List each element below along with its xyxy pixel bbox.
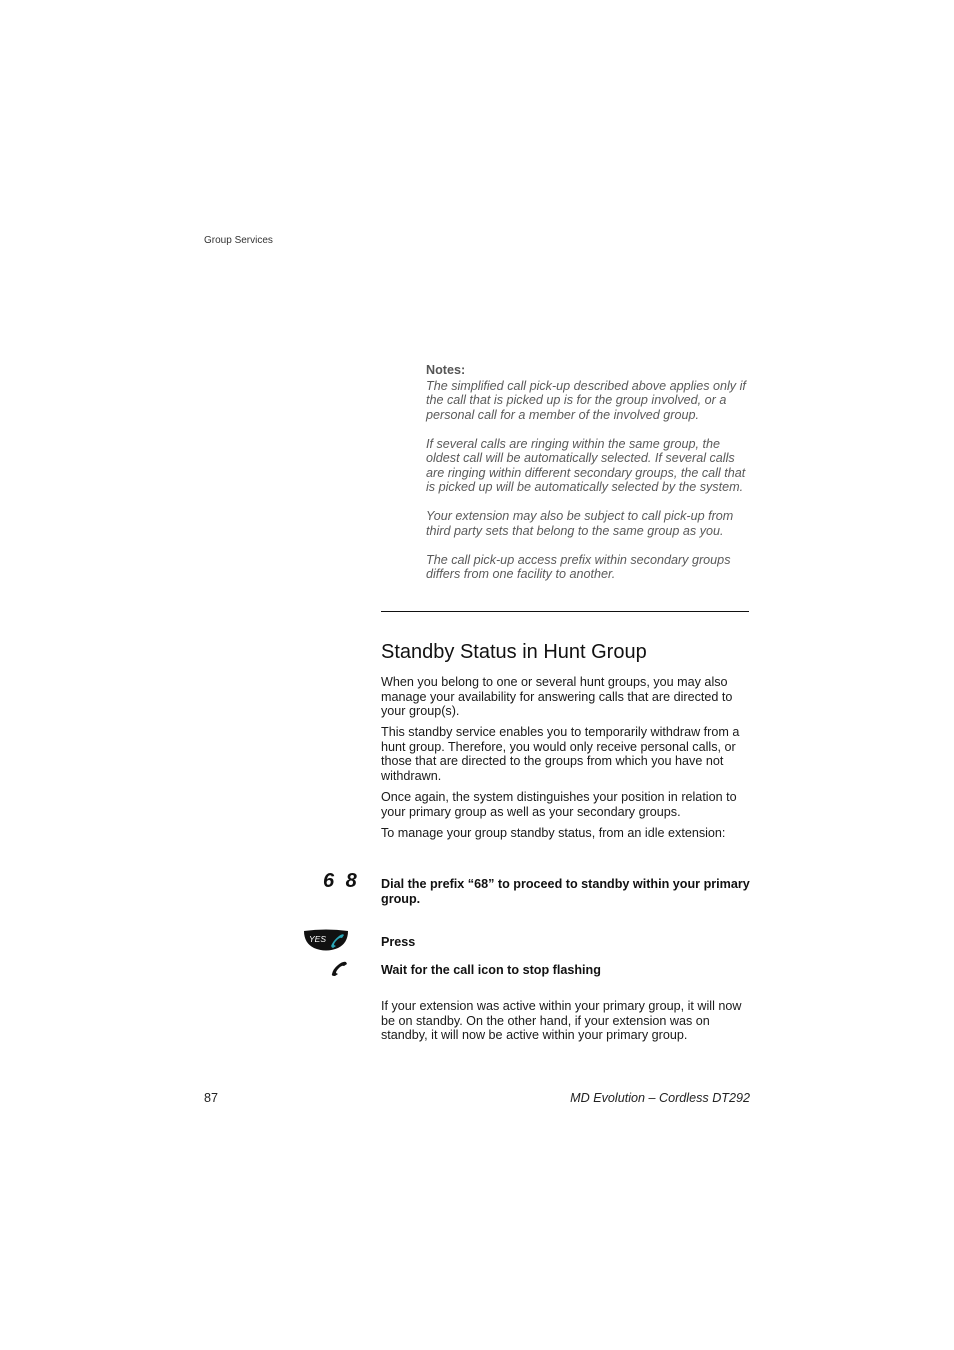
body-paragraph: When you belong to one or several hunt groups, you may also manage your availability for answering calls that are directed to your group(s).: [381, 675, 733, 719]
section-body: [381, 675, 751, 847]
section-title: Standby Status in Hunt Group: [381, 641, 647, 663]
running-header: Group Services: [204, 235, 273, 246]
notes-box: [426, 363, 752, 596]
note-paragraph: Your extension may also be subject to call pick-up from third party sets that belong to the same group as you.: [426, 509, 734, 538]
page-number: 87: [204, 1091, 219, 1105]
note-paragraph: If several calls are ringing within the same group, the oldest call will be automatically selected. If several calls are ringing within different secondary groups, the call that is picked up will be automatically selected by the system.: [426, 436, 746, 494]
dial-code: 6 8: [323, 870, 360, 892]
section-divider: [381, 611, 749, 612]
note-paragraph: The simplified call pick-up described above applies only if the call that is picked up is for the group involved, or a personal call for a member of the involved group.: [426, 378, 746, 422]
body-paragraph: To manage your group standby status, from an idle extension:: [381, 825, 726, 840]
body-paragraph: This standby service enables you to temporarily withdraw from a hunt group. Therefore, you would only receive personal calls, or those that are directed to the groups from which you have not withdrawn.: [381, 725, 740, 784]
yes-key-label: YES: [309, 934, 327, 944]
result-paragraph: If your extension was active within your primary group, it will now be on standby. On the other hand, if your extension was on standby, it will now be active within your primary group.: [381, 999, 742, 1043]
wait-instruction: Wait for the call icon to stop flashing: [381, 963, 601, 977]
dial-instruction: Dial the prefix “68” to proceed to standby within your primary group.: [381, 877, 750, 906]
press-instruction: Press: [381, 935, 416, 949]
handset-call-icon: [330, 960, 350, 976]
body-paragraph: Once again, the system distinguishes your position in relation to your primary group as well as your secondary groups.: [381, 790, 737, 819]
document-title: MD Evolution – Cordless DT292: [570, 1091, 750, 1105]
note-paragraph: The call pick-up access prefix within secondary groups differs from one facility to another.: [426, 552, 731, 581]
notes-title: Notes:: [426, 363, 466, 377]
yes-key-icon: [302, 929, 350, 951]
